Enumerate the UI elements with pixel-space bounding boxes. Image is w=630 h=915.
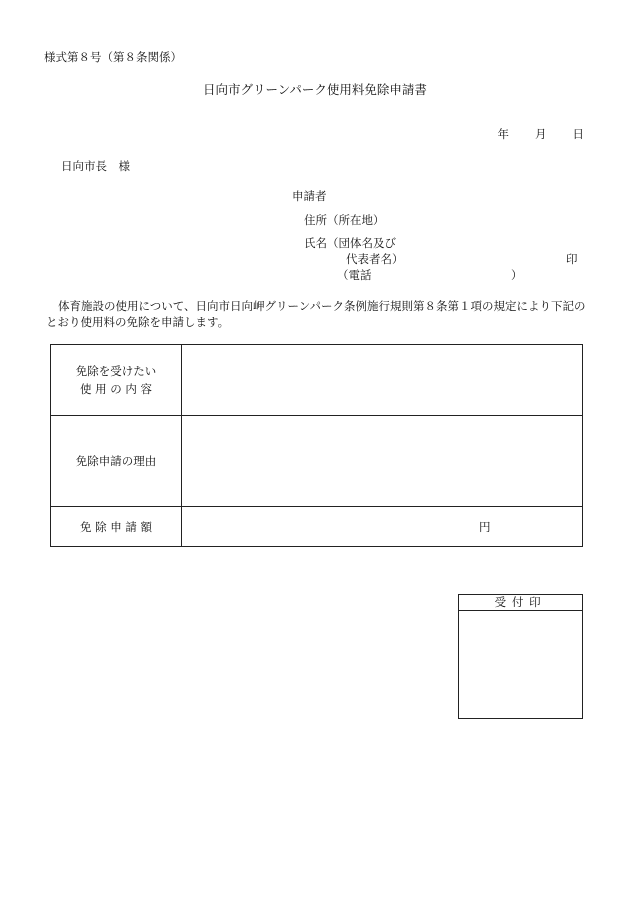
usage-content-label <box>51 345 182 416</box>
application-statement: 体育施設の使用について、日向市日向岬グリーンパーク条例施行規則第８条第１項の規定により下記のとおり使用料の免除を申請します。 <box>46 299 586 329</box>
amount-label: 免 除 申 請 額 <box>51 507 182 547</box>
addressee: 日向市長 様 <box>61 159 130 173</box>
name-label: 氏名（団体名及び <box>304 236 396 250</box>
phone-close-paren: ） <box>511 268 523 282</box>
yen-unit: 円 <box>479 520 491 534</box>
reason-field[interactable] <box>182 416 583 507</box>
representative-label: 代表者名） <box>346 252 404 266</box>
reason-label: 免除申請の理由 <box>51 416 182 507</box>
seal-mark: 印 <box>566 252 578 266</box>
table-row <box>51 345 583 416</box>
usage-content-label-line2: 使 用 の 内 容 <box>79 382 153 396</box>
exemption-table <box>50 344 583 547</box>
table-row <box>51 416 583 507</box>
form-number: 様式第８号（第８条関係） <box>44 50 182 64</box>
document-title: 日向市グリーンパーク使用料免除申請書 <box>203 82 427 97</box>
date-month: 月 <box>535 127 547 141</box>
amount-field[interactable] <box>182 507 583 547</box>
table-row <box>51 507 583 547</box>
applicant-label: 申請者 <box>292 189 327 203</box>
usage-content-label-line1: 免除を受けたい <box>75 364 157 378</box>
reception-stamp-box <box>458 594 583 719</box>
reception-stamp-label: 受付印 <box>459 595 582 611</box>
date-line <box>498 129 585 141</box>
phone-label: （電話 <box>337 268 372 282</box>
date-day: 日 <box>572 127 584 141</box>
date-year: 年 <box>497 127 509 141</box>
usage-content-field[interactable] <box>182 345 583 416</box>
address-label: 住所（所在地） <box>304 213 385 227</box>
